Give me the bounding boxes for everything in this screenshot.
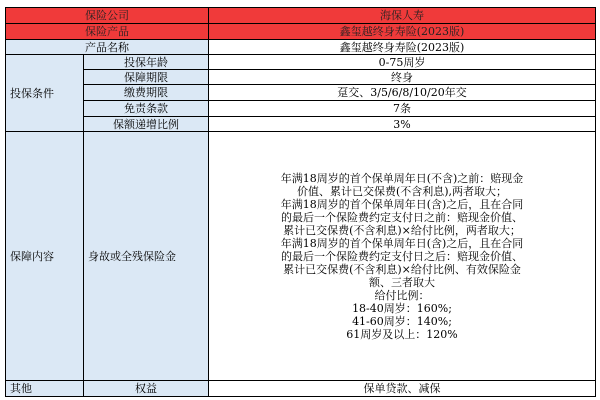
other-item-label: 权益	[84, 381, 209, 397]
condition-label: 缴费期限	[84, 85, 209, 101]
coverage-group-label: 保障内容	[6, 132, 84, 381]
other-group-label: 其他	[6, 381, 84, 397]
product-name-value: 鑫玺越终身寿险(2023版)	[209, 40, 596, 55]
condition-label: 投保年龄	[84, 55, 209, 70]
product-name-row	[6, 40, 596, 55]
condition-value: 终身	[209, 70, 596, 85]
condition-label: 免责条款	[84, 101, 209, 117]
condition-value: 7条	[209, 101, 596, 117]
product-info-table	[5, 7, 596, 397]
coverage-item-label: 身故或全残保险金	[84, 132, 209, 381]
coverage-row	[6, 132, 596, 381]
condition-value: 趸交、3/5/6/8/10/20年交	[209, 85, 596, 101]
coverage-detail-line: 累计已交保费(不含利息)×给付比例，两者取大；	[283, 223, 521, 237]
company-row	[6, 8, 596, 24]
other-row	[6, 381, 596, 397]
coverage-detail-line: 年满18周岁的首个保单周年日(不含)之前：赔现金	[280, 171, 524, 185]
coverage-detail-line: 61周岁及以上：120%	[346, 327, 458, 341]
condition-label: 保障期限	[84, 70, 209, 85]
coverage-detail-line: 的最后一个保险费约定支付日之后：赔现金价值、	[281, 249, 523, 263]
product-value: 鑫玺越终身寿险(2023版)	[209, 24, 596, 40]
coverage-detail-line: 价值、累计已交保费(不含利息),两者取大；	[296, 184, 508, 198]
product-label: 保险产品	[6, 24, 209, 40]
company-label: 保险公司	[6, 8, 209, 24]
product-name-label: 产品名称	[6, 40, 209, 55]
condition-row	[6, 101, 596, 117]
other-value: 保单贷款、减保	[209, 381, 596, 397]
coverage-detail-line: 18-40周岁：160%;	[352, 301, 452, 315]
coverage-detail-line: 的最后一个保险费约定支付日之前：赔现金价值、	[281, 210, 523, 224]
coverage-detail-line: 额、三者取大	[369, 275, 435, 289]
coverage-detail-line: 年满18周岁的首个保单周年日(含)之后，且在合同	[280, 236, 524, 250]
condition-label: 保额递增比例	[84, 117, 209, 132]
condition-value: 0-75周岁	[209, 55, 596, 70]
coverage-detail-line: 给付比例：	[374, 288, 430, 302]
coverage-detail-line: 年满18周岁的首个保单周年日(含)之后，且在合同	[280, 197, 524, 211]
coverage-detail	[209, 132, 596, 381]
coverage-detail-line: 累计已交保费(不含利息)×给付比例、有效保险金	[283, 262, 521, 276]
condition-value: 3%	[209, 117, 596, 132]
condition-row	[6, 55, 596, 70]
condition-row	[6, 117, 596, 132]
condition-row	[6, 70, 596, 85]
conditions-group-label: 投保条件	[6, 55, 84, 132]
coverage-detail-line: 41-60周岁：140%;	[352, 314, 452, 328]
company-value: 海保人寿	[209, 8, 596, 24]
condition-row	[6, 85, 596, 101]
product-row	[6, 24, 596, 40]
